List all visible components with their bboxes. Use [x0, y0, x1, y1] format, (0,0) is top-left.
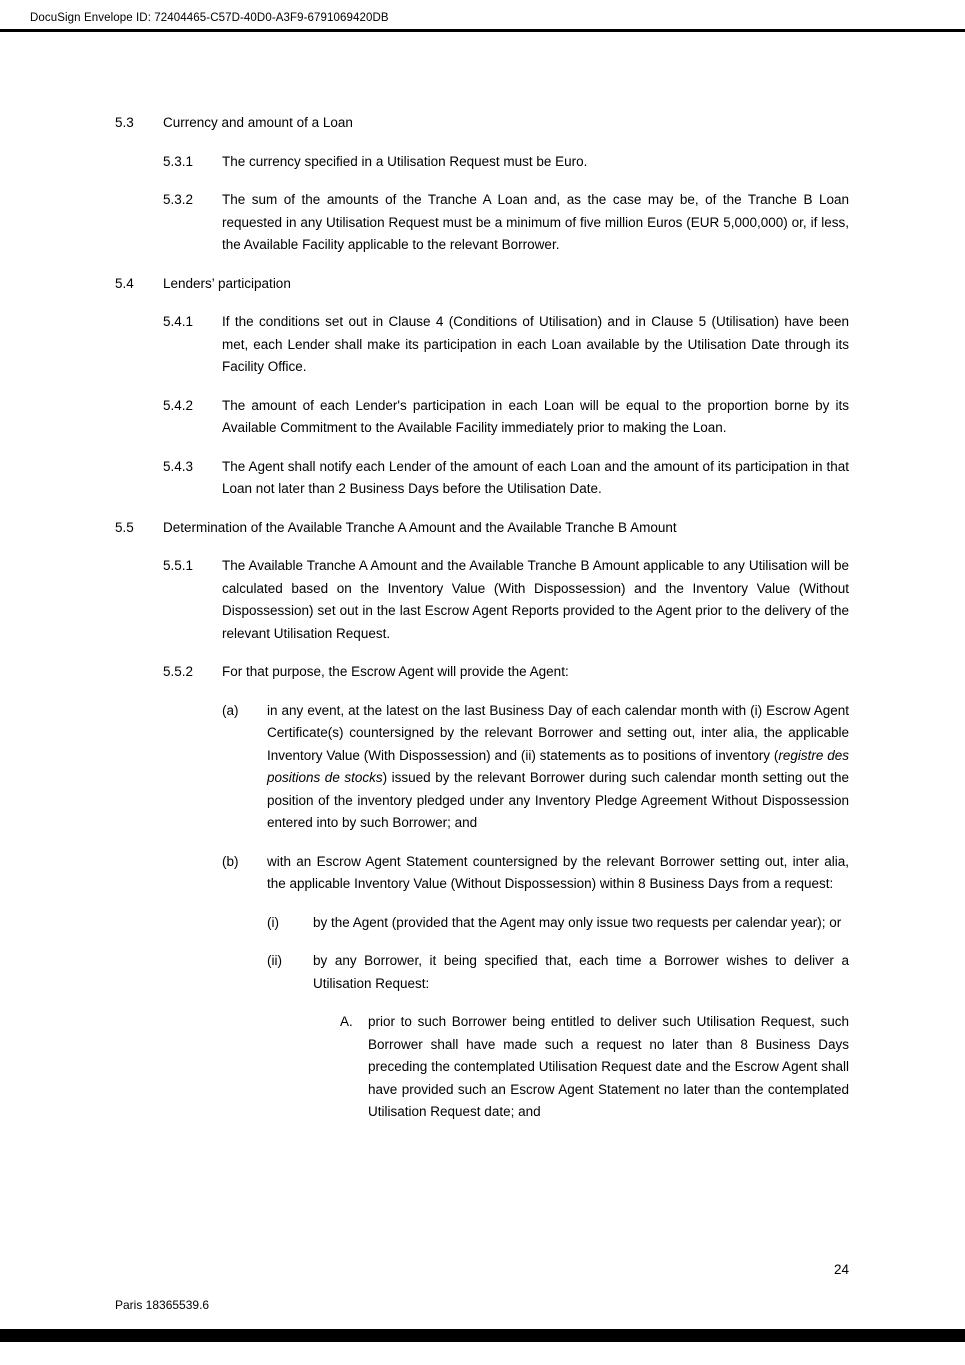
clause-5-3-2	[115, 189, 849, 257]
clause-number: (a)	[222, 702, 239, 718]
clause-text: by the Agent (provided that the Agent may only issue two requests per calendar year); or	[313, 914, 842, 930]
clause-number: (b)	[222, 853, 239, 869]
page-bottom-bar	[0, 1329, 965, 1342]
clause-5-5-1	[115, 555, 849, 645]
clause-number: 5.5.2	[163, 664, 194, 679]
clause-5-5-2-b-i	[115, 912, 849, 935]
clause-text: For that purpose, the Escrow Agent will provide the Agent:	[222, 664, 569, 679]
clause-text: The sum of the amounts of the Tranche A Loan and, as the case may be, of the Tranche B Loan requested in any Utilisation Request must be a minimum of five million Euros (EUR 5,000,000) or, if less, the Available Facility applicable to the relevant Borrower.	[222, 192, 849, 252]
clause-number: 5.4.1	[163, 314, 194, 329]
clause-text: The Available Tranche A Amount and the Available Tranche B Amount applicable to any Utilisation will be calculated based on the Inventory Value (With Dispossession) and the Inventory Value (Without Dispossession) set out in the last Escrow Agent Reports provided to the Agent prior to the delivery of the relevant Utilisation Request.	[222, 558, 849, 641]
clause-number: 5.5.1	[163, 558, 194, 573]
clause-text: The Agent shall notify each Lender of the amount of each Loan and the amount of its participation in that Loan not later than 2 Business Days before the Utilisation Date.	[222, 458, 849, 496]
clause-5-4-2	[115, 395, 849, 440]
clause-text: The currency specified in a Utilisation Request must be Euro.	[222, 153, 588, 169]
document-body	[115, 112, 849, 1140]
clause-text-italic: registre des positions de stocks	[267, 747, 849, 785]
clause-5-4-heading	[115, 273, 849, 296]
clause-text: The amount of each Lender's participation in each Loan will be equal to the proportion borne by its Available Commitment to the Available Facility immediately prior to making the Loan.	[222, 397, 849, 435]
clause-number: 5.4	[115, 275, 134, 291]
document-footer-ref: Paris 18365539.6	[115, 1298, 210, 1312]
clause-number: 5.3.1	[163, 153, 194, 169]
page-top-rule	[0, 29, 965, 32]
clause-5-3-heading	[115, 112, 849, 135]
clause-5-4-3	[115, 456, 849, 501]
clause-5-5-2-a	[115, 700, 849, 835]
clause-text: Determination of the Available Tranche A Amount and the Available Tranche B Amount	[163, 519, 677, 535]
clause-text-post: ) issued by the relevant Borrower during such calendar month setting out the position of the inventory pledged under any Inventory Pledge Agreement Without Dispossession entered into by such Borrower; and	[267, 770, 849, 830]
clause-number: A.	[340, 1014, 353, 1029]
clause-text: prior to such Borrower being entitled to deliver such Utilisation Request, such Borrower shall have made such a request no later than 8 Business Days preceding the contemplated Utilisation Request date and the Escrow Agent shall have provided such an Escrow Agent Statement no later than the contemplated Utilisation Request date; and	[368, 1014, 849, 1119]
clause-text: with an Escrow Agent Statement countersigned by the relevant Borrower setting out, inter alia, the applicable Inventory Value (Without Dispossession) within 8 Business Days from a request:	[267, 853, 849, 891]
clause-text: Currency and amount of a Loan	[163, 115, 353, 130]
clause-text	[267, 700, 849, 835]
docusign-envelope-id: DocuSign Envelope ID: 72404465-C57D-40D0-A3F9-6791069420DB	[30, 12, 389, 24]
clause-number: (i)	[267, 914, 279, 930]
clause-number: 5.5	[115, 519, 134, 535]
clause-text-pre: in any event, at the latest on the last Business Day of each calendar month with (i) Escrow Agent Certificate(s) countersigned by the relevant Borrower and setting out, inter alia, the applicable Inventory Value (With Dispossession) and (ii) statements as to positions of inventory (	[267, 702, 849, 763]
clause-5-5-2-b-ii-A	[115, 1011, 849, 1124]
clause-text: If the conditions set out in Clause 4 (Conditions of Utilisation) and in Clause 5 (Utilisation) have been met, each Lender shall make its participation in each Loan available by the Utilisation Date through its Facility Office.	[222, 314, 849, 374]
clause-5-5-2	[115, 661, 849, 684]
clause-number: 5.4.2	[163, 397, 194, 413]
page-number: 24	[833, 1262, 849, 1277]
clause-number: 5.3	[115, 115, 134, 130]
clause-5-4-1	[115, 311, 849, 379]
clause-text: Lenders’ participation	[163, 275, 291, 291]
clause-text: by any Borrower, it being specified that, each time a Borrower wishes to deliver a Utilisation Request:	[313, 953, 849, 991]
clause-5-3-1	[115, 151, 849, 174]
clause-5-5-heading	[115, 517, 849, 540]
clause-5-5-2-b	[115, 851, 849, 896]
clause-number: 5.4.3	[163, 458, 194, 474]
clause-5-5-2-b-ii	[115, 950, 849, 995]
clause-number: (ii)	[267, 953, 282, 968]
clause-number: 5.3.2	[163, 192, 194, 207]
